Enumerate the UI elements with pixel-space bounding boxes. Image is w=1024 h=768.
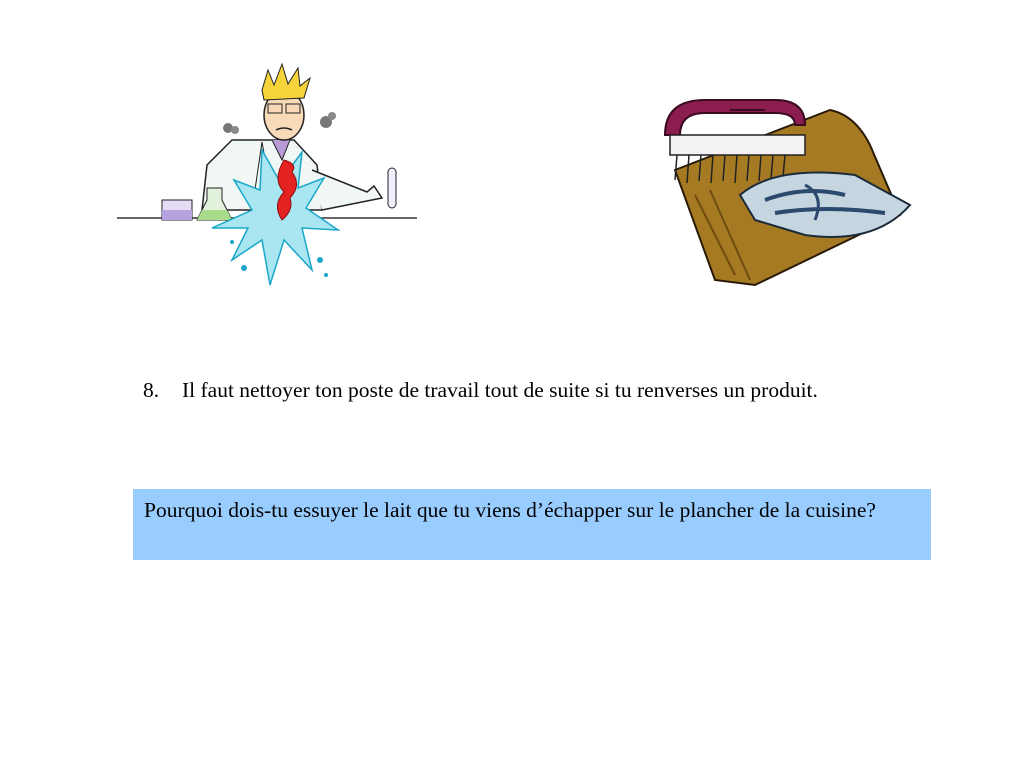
question-text: Pourquoi dois-tu essuyer le lait que tu viens d’échapper sur le plancher de la cuisine? (144, 498, 876, 522)
question-box (133, 489, 931, 560)
lab-accident-scientist-illustration (112, 60, 422, 295)
rule-item-8 (143, 375, 883, 405)
brush-and-dustpan-illustration (655, 95, 920, 295)
rule-text: Il faut nettoyer ton poste de travail tout de suite si tu renverses un produit. (182, 378, 818, 402)
rule-number: 8. (143, 378, 160, 402)
